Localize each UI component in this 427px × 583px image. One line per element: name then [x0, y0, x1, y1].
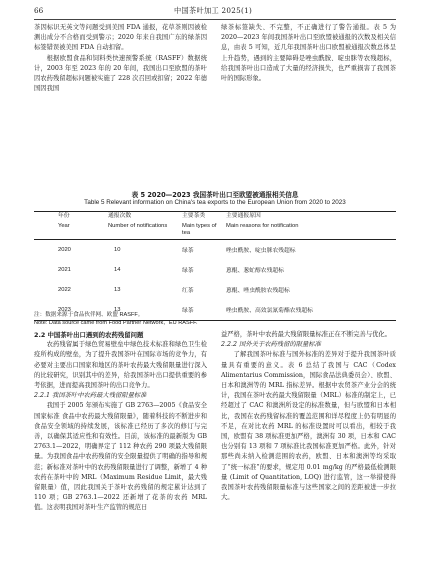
bottom-right-column	[221, 330, 396, 503]
cell-year: 2022	[58, 286, 71, 293]
table-row	[34, 280, 396, 300]
table-row	[34, 239, 396, 260]
cell-count: 10	[114, 246, 121, 253]
table-caption-en: Table 5 Relevant information on China's tea exports to the European Union from 2020 to 2023	[84, 199, 346, 206]
notification-table	[34, 211, 396, 321]
cell-reason: 蒽醌、葱虻醇农残超标	[226, 268, 284, 275]
paragraph: 了解我国茶叶标准与国外标准的差异对于提升我国茶叶质量具有重要的意义。表 6 总结了我国与 CAC（Codex Alimentarius Commission，国际食品法典委员会）、欧盟、日本和澳洲等的 MRL 指标差异。根据中农贸茶产业分会的统计，我国在茶叶农药最大残留限量（MRL）标准的制定上，已经超过了 CAC 和澳洲所设定的标准数量，但与欧盟和日本相比，我国在农药残留标准的覆盖范围和详尽程度上仍有明显的不足，在对比农药 MRL 的标准设置时可以看出，相较于我国，欧盟有 38 项标准更加严格，澳洲有 30 项，日本和 CAC 也分别有 13 项和 7 项标准比我国标准更加严格。此外，针对那些尚未纳入检测范围的农药，欧盟、日本和澳洲等均采取了“统一标准”的要求，规定用 0.01 mg/kg 的严格最低检测限量 (Limit of Quantitation, LOQ) 进行监管，这一举措使得我国茶叶农药残留限量标准与这些国家之间的差距被进一步拉大。	[221, 351, 396, 502]
paragraph: 我国于 2005 年颁布实施了 GB 2763—2005《食品安全国家标准 食品中农药最大残留限量》，随着科技的不断进步和食品安全领域的持续发展，该标准已经历了多次的修订与完善，以确保其适应性和有效性。目前，该标准的最新版为 GB 2763.1—2022，明确界定了 112 种农药 290 项最大残留限量。为我国食品中农药残留的安全限量提供了明确的指导和规范；新标准对茶叶中的农药残留限量进行了调整，新增了 4 种农药在茶叶中的 MRL（Maximum Residue Limit，最大残留限量）值，因此我国关于茶叶农药残留的规定累计达到了 110 项；GB 2763.1—2022 还新增了花茶的农药 MRL 值。这表明我国对茶叶生产监管的规范日	[34, 402, 207, 512]
header-count-en: Number of notifications	[106, 222, 180, 240]
header-year-zh: 年份	[34, 212, 106, 222]
cell-reason: 唑虫酰胺、高效氯氰菊酯农残超标	[224, 300, 396, 321]
paragraph: 绿茶标签缺失、不完整，不正确进行了警告通报。表 5 为 2020—2023 年间我国茶叶出口至欧盟被通报的次数及相关信息，由表 5 可知，近几年我国茶叶出口欧盟被通报次数总体呈上升趋势，遇到的主要障碍是唑虫酰胺、啶虫脒等农残超标，给我国茶叶出口造成了大量的经济损失，也严重损害了我国茶叶的国际形象。	[221, 24, 396, 83]
cell-year: 2021	[58, 266, 71, 273]
cell-count: 13	[114, 286, 121, 293]
table-header-row-zh	[34, 212, 396, 222]
header-reason-en: Main reasons for notification	[224, 222, 396, 240]
cell-year: 2020	[58, 246, 71, 253]
paragraph: 益严格，茶叶中农药最大残留限量标准正在不断完善与优化。	[221, 331, 392, 338]
table-header-row-en	[34, 222, 396, 240]
top-left-column	[34, 23, 207, 94]
table-row	[34, 260, 396, 280]
journal-title: 中国茶叶加工 2025(1)	[174, 6, 253, 15]
cell-year: 2023	[34, 300, 106, 321]
subsection-heading: 2.2.2 国外关于农药残留的限量标准	[221, 341, 321, 349]
bottom-left-column	[34, 330, 207, 514]
table-note-en: Note: Data source came from Food Partner Network，EU RASFF.	[34, 320, 198, 326]
header-rule	[34, 19, 396, 20]
paragraph: 农药残留属于绿色贸易壁垒中绿色技术标准和绿色卫生检疫所构成的壁垒，为了提升我国茶叶在国际市场的竞争力，有必要对主要出口国家和地区的茶叶农药最大残留限量进行深入的比较研究，识别其中的差异，给我国茶叶出口提供重要的参考依据，进而提高我国茶叶的出口竞争力。	[34, 341, 207, 390]
subsection-heading: 2.2.1 我国茶叶中农药最大残留限量标准	[34, 392, 147, 400]
running-header	[34, 6, 396, 18]
cell-reason: 唑虫酰胺、啶虫脒农残超标	[226, 248, 296, 255]
top-right-column	[221, 23, 396, 84]
paragraph: 根据欧盟食品和饲料类快速预警系统（RASFF）数据统计，2003 年至 2023 年的 20 年间，我国出口至欧盟的茶叶因农药残留超标问题被实施了 228 次召回或扣留；2022 年德国因我国	[34, 54, 207, 93]
header-type-zh: 主要茶类	[180, 212, 224, 222]
cell-count: 13	[106, 300, 180, 321]
header-count-zh: 通报次数	[106, 212, 180, 222]
table-note-zh: 注：数据来源于食品伙伴网、欧盟 RASFF。	[34, 312, 144, 318]
table-caption-zh: 表 5 2020—2023 我国茶叶出口至欧盟被通报相关信息	[131, 191, 299, 199]
page-number: 66	[34, 6, 44, 15]
cell-reason: 蒽醌、唑虫酰胺农残超标	[226, 288, 290, 295]
header-year-en: Year	[34, 222, 106, 240]
paragraph: 茶因标识无英文等问题受到美国 FDA 通报，花草茶则因被检测出成分不合格而受到警示；2020 年来自我国广东的绿茶因标签错误被美国 FDA 自动扣留。	[34, 24, 207, 52]
section-heading: 2.2 中国茶叶出口遇到的农药残留问题	[34, 331, 144, 339]
header-reason-zh: 主要通报原因	[224, 212, 396, 222]
cell-type: 绿茶	[182, 268, 194, 275]
header-type-en: Main types of tea	[180, 222, 224, 240]
cell-count: 14	[114, 266, 121, 273]
cell-type: 绿茶	[182, 248, 194, 255]
cell-type: 绿茶	[180, 300, 224, 321]
cell-type: 红茶	[182, 288, 194, 295]
